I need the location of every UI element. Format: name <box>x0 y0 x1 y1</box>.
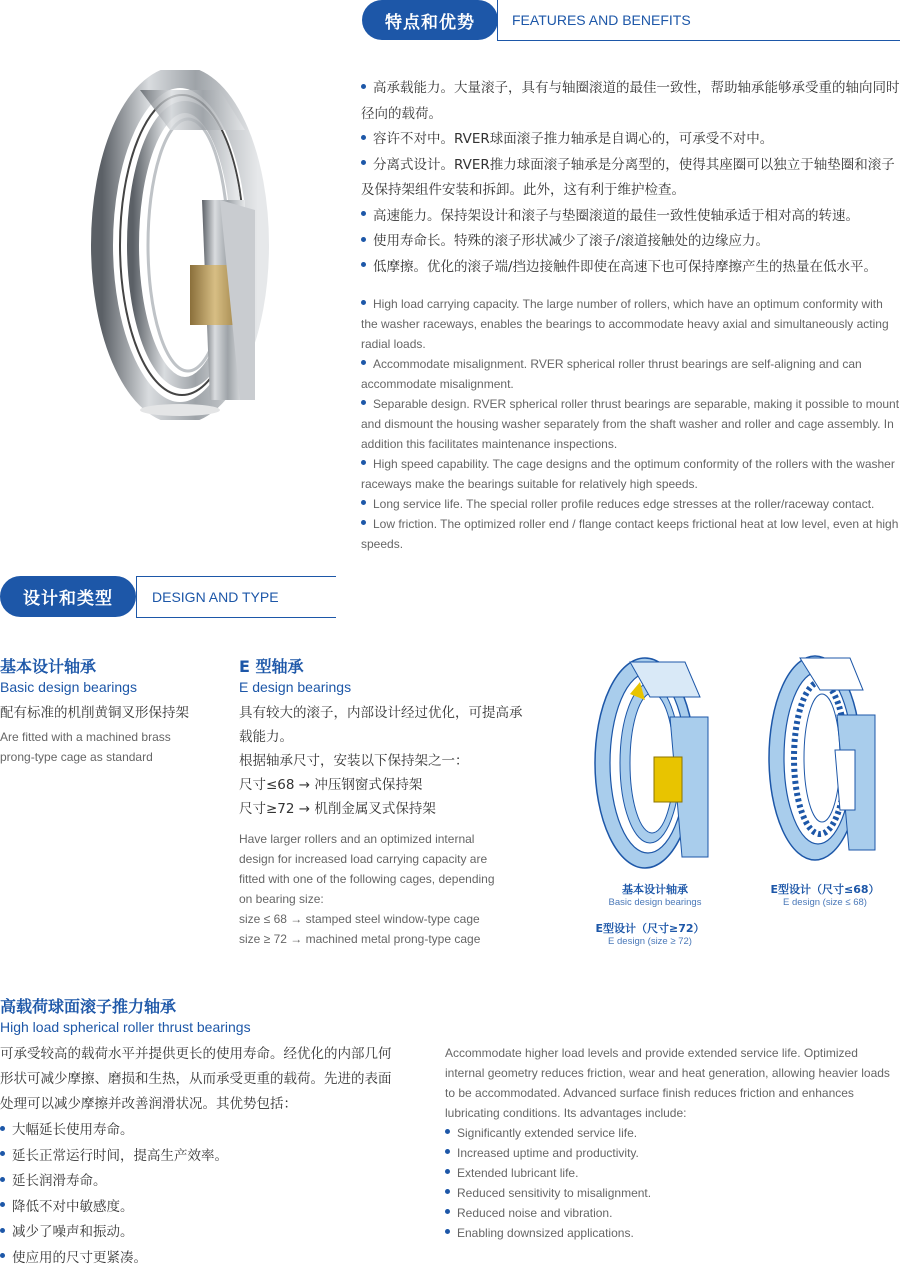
highload-intro-en: Accommodate higher load levels and provide extended service life. Optimized internal geometry reduces friction, wear and heat generation, allowing heavier loads to be accommodated. Advanced surface finish reduces friction and enhances lubricating conditions. Its advantages include: <box>445 1043 895 1123</box>
highload-list-en <box>445 1123 895 1243</box>
feature-item-en: Separable design. RVER spherical roller thrust bearings are separable, making it possible to mount and dismount the housing washer separately from the shaft washer and roller and cage assembly. In addition this facilitates maintenance inspections. <box>361 394 900 454</box>
feature-item-cn: 高承载能力。大量滚子，具有与轴圈滚道的最佳一致性，帮助轴承能够承受重的轴向同时径向的载荷。 <box>361 76 900 127</box>
highload-item-en: Extended lubricant life. <box>445 1163 895 1183</box>
design-header-divider <box>136 576 137 617</box>
features-list-cn <box>361 76 900 280</box>
caption-e72-cn: E型设计（尺寸≥72） <box>575 920 725 936</box>
highload-heading-cn: 高载荷球面滚子推力轴承 <box>0 994 420 1017</box>
highload-en-block <box>445 1043 895 1243</box>
feature-item-cn: 使用寿命长。特殊的滚子形状减少了滚子/滚道接触处的边缘应力。 <box>361 229 900 255</box>
basic-design-block <box>0 654 220 767</box>
caption-e68-cn: E型设计（尺寸≤68） <box>750 881 900 897</box>
highload-item-cn: 延长正常运行时间，提高生产效率。 <box>0 1144 402 1170</box>
header-underline <box>497 40 900 41</box>
design-title-en: DESIGN AND TYPE <box>152 589 279 605</box>
feature-item-en: High load carrying capacity. The large number of rollers, which have an optimum conformity with the washer raceways, enables the bearings to accommodate heavy axial and simultaneously acting radial loads. <box>361 294 900 354</box>
feature-item-cn: 分离式设计。RVER推力球面滚子轴承是分离型的，使得其座圈可以独立于轴垫圈和滚子及保持架组件安装和拆卸。此外，这有利于维护检查。 <box>361 153 900 204</box>
e-design-text-en: Have larger rollers and an optimized internal design for increased load carrying capacity are fitted with one of the following cages, depending on bearing size: <box>239 829 499 909</box>
highload-item-en: Reduced sensitivity to misalignment. <box>445 1183 895 1203</box>
highload-item-en: Increased uptime and productivity. <box>445 1143 895 1163</box>
design-title-badge: 设计和类型 <box>0 576 136 617</box>
bearing-photo <box>70 70 310 420</box>
highload-item-cn: 大幅延长使用寿命。 <box>0 1118 402 1144</box>
design-header-overline <box>136 576 336 577</box>
features-title-en: FEATURES AND BENEFITS <box>512 12 691 28</box>
e-design-heading-cn: E 型轴承 <box>239 654 524 677</box>
e-design-text-en: size ≥ 72 → machined metal prong-type cage <box>239 929 524 949</box>
feature-item-cn: 低摩擦。优化的滚子端/挡边接触件即使在高速下也可保持摩擦产生的热量在低水平。 <box>361 255 900 281</box>
caption-basic <box>580 881 730 908</box>
basic-design-text-cn: 配有标准的机削黄铜叉形保持架 <box>0 701 220 725</box>
highload-list-cn <box>0 1118 402 1271</box>
caption-e72 <box>575 920 725 947</box>
basic-design-text-en: Are fitted with a machined brass prong-type cage as standard <box>0 727 200 767</box>
feature-item-cn: 容许不对中。RVER球面滚子推力轴承是自调心的，可承受不对中。 <box>361 127 900 153</box>
highload-cn-block <box>0 1042 402 1271</box>
highload-item-cn: 使应用的尺寸更紧凑。 <box>0 1246 402 1271</box>
highload-intro-cn: 可承受较高的载荷水平并提供更长的使用寿命。经优化的内部几何形状可减少摩擦、磨损和生热，从而承受更重的载荷。先进的表面处理可以减少摩擦并改善润滑状况。其优势包括： <box>0 1042 402 1117</box>
feature-item-en: Low friction. The optimized roller end / flange contact keeps frictional heat at low level, even at high speeds. <box>361 514 900 554</box>
basic-design-diagram <box>590 652 730 874</box>
e-design-text-cn: 根据轴承尺寸，安装以下保持架之一： <box>239 749 524 773</box>
highload-item-en: Enabling downsized applications. <box>445 1223 895 1243</box>
features-title-badge: 特点和优势 <box>362 0 498 40</box>
basic-design-heading-cn: 基本设计轴承 <box>0 654 220 677</box>
highload-item-en: Significantly extended service life. <box>445 1123 895 1143</box>
highload-item-en: Reduced noise and vibration. <box>445 1203 895 1223</box>
feature-item-en: Long service life. The special roller profile reduces edge stresses at the roller/raceway contact. <box>361 494 900 514</box>
caption-e72-en: E design (size ≥ 72) <box>575 936 725 947</box>
caption-basic-en: Basic design bearings <box>580 897 730 908</box>
highload-item-cn: 减少了噪声和振动。 <box>0 1220 402 1246</box>
e-design-text-cn: 尺寸≤68 → 冲压钢窗式保持架 <box>239 773 524 797</box>
highload-heading-en: High load spherical roller thrust bearings <box>0 1019 420 1035</box>
e-design-text-cn: 尺寸≥72 → 机削金属叉式保持架 <box>239 797 524 821</box>
e68-design-diagram <box>765 650 885 865</box>
highload-item-cn: 延长润滑寿命。 <box>0 1169 402 1195</box>
design-header-underline <box>136 617 336 618</box>
highload-item-cn: 降低不对中敏感度。 <box>0 1195 402 1221</box>
feature-item-en: Accommodate misalignment. RVER spherical roller thrust bearings are self-aligning and can accommodate misalignment. <box>361 354 900 394</box>
e-design-text-en: size ≤ 68 → stamped steel window-type cage <box>239 909 524 929</box>
caption-e68-en: E design (size ≤ 68) <box>750 897 900 908</box>
e-design-heading-en: E design bearings <box>239 679 524 695</box>
highload-heading <box>0 994 420 1035</box>
feature-item-cn: 高速能力。保持架设计和滚子与垫圈滚道的最佳一致性使轴承适于相对高的转速。 <box>361 204 900 230</box>
feature-item-en: High speed capability. The cage designs and the optimum conformity of the rollers with the washer raceways make the bearings suitable for relatively high speeds. <box>361 454 900 494</box>
basic-design-heading-en: Basic design bearings <box>0 679 220 695</box>
e-design-text-cn: 具有较大的滚子，内部设计经过优化，可提高承载能力。 <box>239 701 524 749</box>
caption-e68 <box>750 881 900 908</box>
caption-basic-cn: 基本设计轴承 <box>580 881 730 897</box>
header-divider <box>497 0 498 40</box>
e-design-block <box>239 654 524 949</box>
features-list-en <box>361 294 900 554</box>
